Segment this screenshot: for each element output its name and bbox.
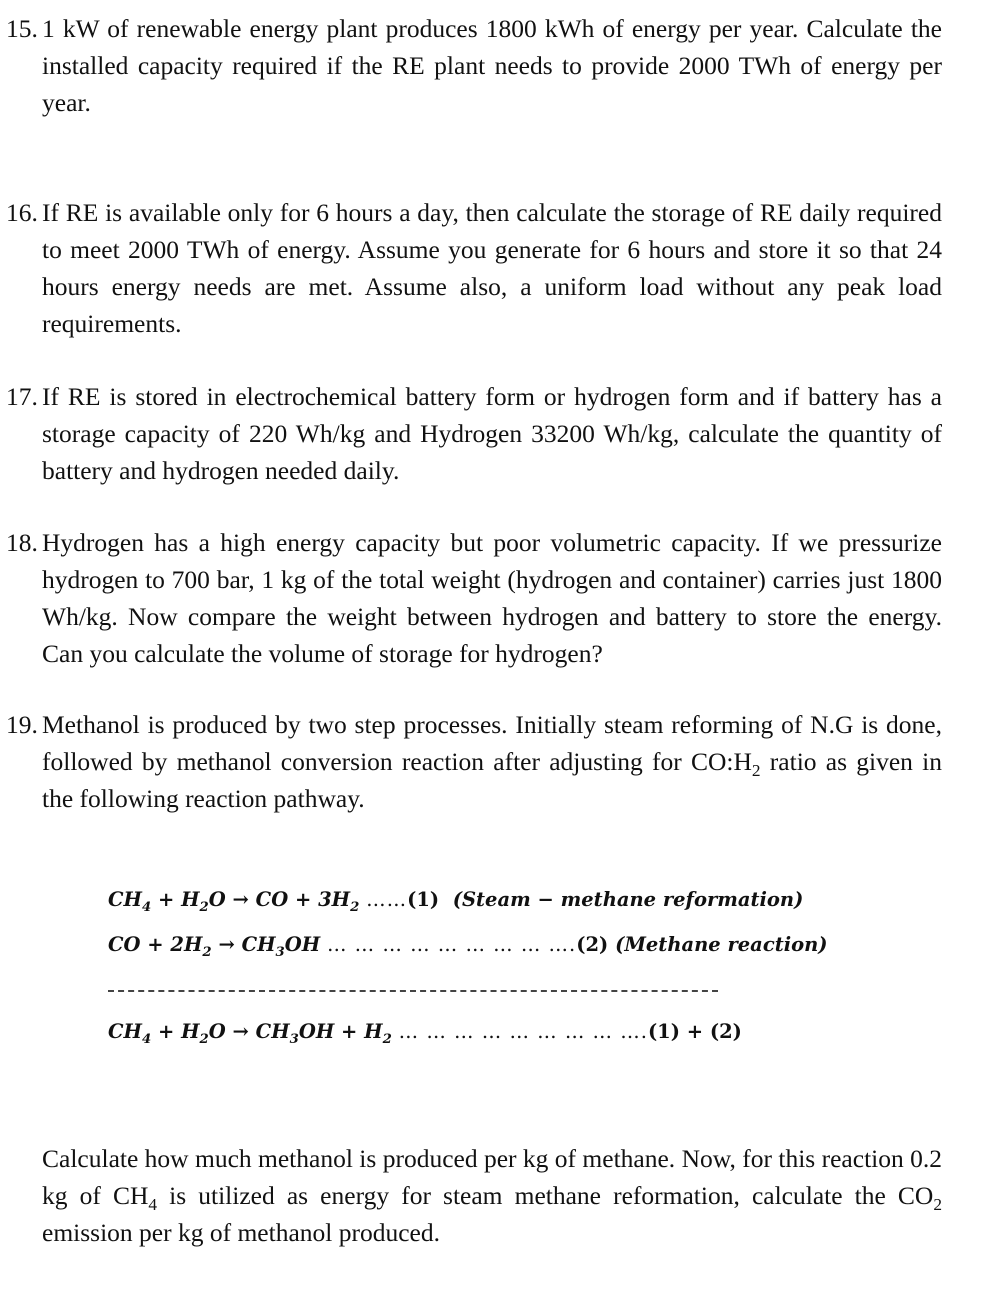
reaction-label: (2) [576, 933, 609, 956]
question-text: Hydrogen has a high energy capacity but poor volumetric capacity. If we pressurize hydrogen to 700 bar, 1 kg of the total weight (hydrogen and container) carries just 1800 Wh/kg. Now compare the weight between hydrogen and battery to store the energy. Can you calculate the volume of storage for hydrogen? [42, 528, 942, 668]
question-16 [6, 194, 942, 342]
question-number: 16. [6, 198, 38, 227]
question-text: Methanol is produced by two step processes. Initially steam reforming of N.G is done, followed by methanol conversion reaction after adjusting for $CO:H_2$ ratio as given in the following reaction pathway. [42, 710, 942, 813]
question-text: If RE is stored in electrochemical battery form or hydrogen form and if battery has a storage capacity of 220 Wh/kg and Hydrogen 33200 Wh/kg, calculate the quantity of battery and hydrogen needed daily. [42, 382, 942, 485]
question-text: If RE is available only for 6 hours a day, then calculate the storage of RE daily required to meet 2000 TWh of energy. Assume you generate for 6 hours and store it so that 24 hours energy needs are met. Assume also, a uniform load without any peak load requirements. [42, 198, 942, 338]
reaction-steam-reformation: $CH_4 + H_2O$ → CO + $3H_2$ ……(1) (Steam − methane reformation) [108, 888, 804, 915]
reaction-label: (1) [407, 888, 440, 911]
question-19 [6, 706, 942, 817]
question-text: 1 kW of renewable energy plant produces 1800 kWh of energy per year. Calculate the installed capacity required if the RE plant needs to provide 2000 TWh of energy per year. [42, 14, 942, 117]
question-number: 17. [6, 382, 38, 411]
question-number: 15. [6, 14, 38, 43]
dashed-divider [108, 990, 718, 992]
question-18 [6, 524, 942, 672]
question-number: 18. [6, 528, 38, 557]
reaction-note: (Methane reaction) [615, 933, 828, 956]
reaction-note: (Steam − methane reformation) [452, 888, 804, 911]
closing-question: Calculate how much methanol is produced per kg of methane. Now, for this reaction 0.2 kg of $CH_4$ is utilized as energy for steam methane reformation, calculate the $CO_2$ emission per kg of methanol produced. [42, 1144, 942, 1247]
question-15 [6, 10, 942, 121]
question-number: 19. [6, 710, 38, 739]
reaction-methanol-conversion: CO + $2H_2 \to CH_3OH$ … … … … … … … … ….(2) (Methane reaction) [108, 933, 828, 960]
reaction-label: (1) + (2) [647, 1020, 742, 1043]
question-17 [6, 378, 942, 489]
reaction-overall: $CH_4 + H_2O \to CH_3OH + H_2$ … … … … … … … … ….(1) + (2) [108, 1020, 742, 1047]
